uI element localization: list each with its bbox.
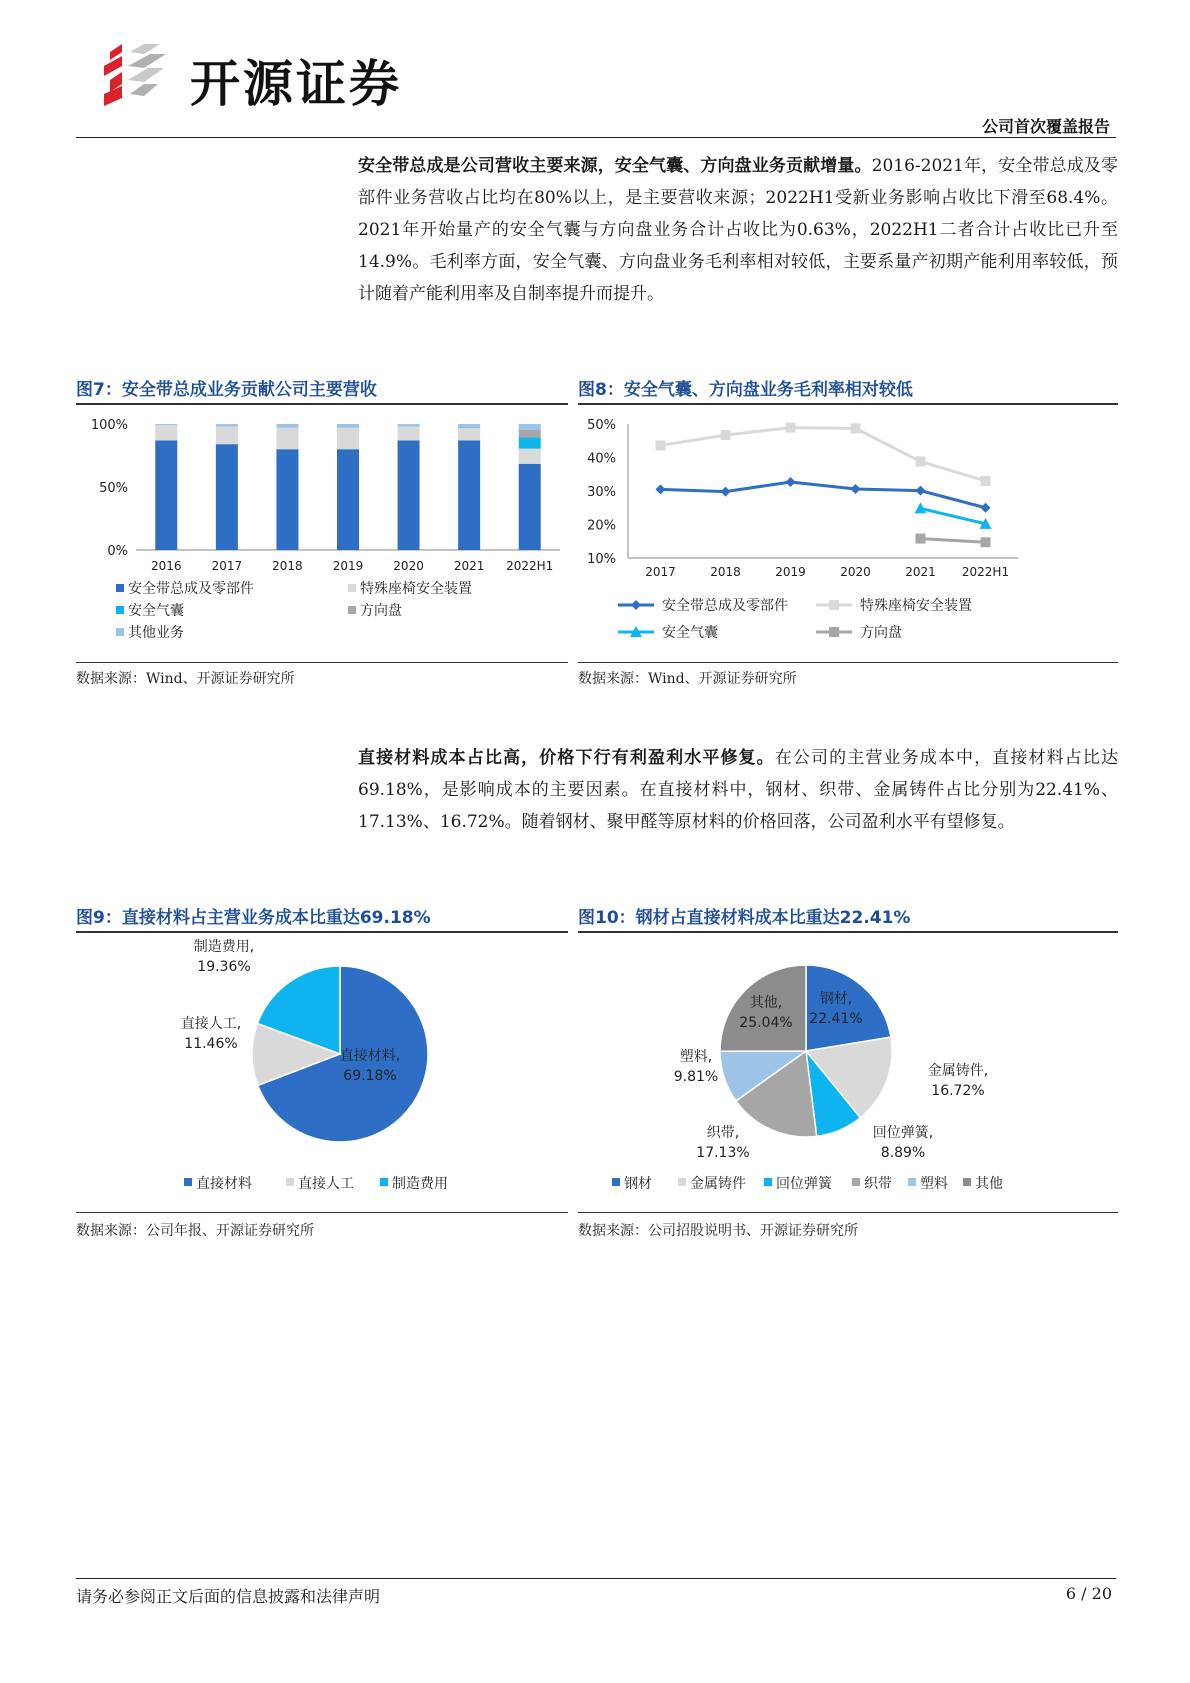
report-type: 公司首次覆盖报告	[981, 117, 1110, 136]
fig10-source: 数据来源：公司招股说明书、开源证券研究所	[578, 1223, 858, 1239]
y-tick-label: 10%	[587, 552, 616, 567]
data-point	[981, 503, 991, 513]
slice-value: 69.18%	[343, 1068, 397, 1084]
slice-label: 金属铸件,	[927, 1063, 989, 1079]
bar-segment	[216, 424, 238, 427]
legend-swatch	[963, 1178, 971, 1186]
x-tick-label: 2018	[710, 565, 741, 579]
bar-segment	[276, 424, 298, 428]
slice-label: 回位弹簧,	[872, 1125, 934, 1141]
legend-label: 直接材料	[196, 1176, 252, 1192]
fig9-top-rule	[76, 931, 568, 933]
legend-swatch	[116, 628, 124, 636]
data-point	[916, 486, 926, 496]
slice-value: 17.13%	[696, 1145, 750, 1161]
slice-value: 9.81%	[673, 1069, 719, 1085]
legend-label: 特殊座椅安全装置	[360, 581, 472, 597]
fig9-title: 图9：直接材料占主营业务成本比重达69.18%	[76, 908, 431, 928]
legend-swatch	[612, 1178, 620, 1186]
data-point	[851, 484, 861, 494]
footer-disclaimer: 请务必参阅正文后面的信息披露和法律声明	[76, 1587, 381, 1606]
y-tick-label: 40%	[587, 451, 616, 467]
slice-value: 19.36%	[197, 959, 251, 975]
slice-label: 制造费用,	[193, 939, 255, 955]
pie-slice	[806, 965, 891, 1051]
fig7-source: 数据来源：Wind、开源证券研究所	[76, 671, 295, 687]
data-point	[851, 423, 861, 433]
series-line	[661, 482, 986, 508]
legend-label: 安全气囊	[662, 625, 718, 641]
series-line	[661, 428, 986, 481]
page-number: 6 / 20	[1065, 1584, 1112, 1603]
footer-rule	[76, 1578, 1116, 1579]
x-tick-label: 2022H1	[506, 559, 554, 573]
brand-name: 开源证券	[190, 55, 402, 113]
x-tick-label: 2020	[393, 559, 424, 573]
legend-label: 回位弹簧	[776, 1176, 832, 1192]
slice-value: 16.72%	[931, 1083, 985, 1099]
legend-label: 塑料	[920, 1176, 948, 1192]
bar-segment	[155, 440, 177, 550]
slice-value: 25.04%	[739, 1015, 793, 1031]
data-point	[916, 534, 926, 544]
legend-swatch	[764, 1178, 772, 1186]
legend-label: 直接人工	[298, 1176, 354, 1192]
y-tick-label: 50%	[99, 481, 128, 496]
legend-swatch	[348, 606, 356, 614]
data-point	[656, 440, 666, 450]
section2-paragraph	[358, 742, 1118, 838]
legend-swatch	[678, 1178, 686, 1186]
bar-segment	[216, 427, 238, 445]
bar-segment	[276, 449, 298, 550]
legend-label: 方向盘	[860, 625, 902, 641]
fig10-bottom-rule	[578, 1212, 1118, 1213]
legend-swatch	[116, 584, 124, 592]
data-point	[721, 487, 731, 497]
x-tick-label: 2021	[905, 565, 936, 579]
slice-label: 其他,	[749, 995, 783, 1011]
legend-swatch	[908, 1178, 916, 1186]
legend-label: 安全带总成及零部件	[662, 598, 788, 614]
fig7-title: 图7：安全带总成业务贡献公司主要营收	[76, 380, 377, 400]
series-line	[921, 539, 986, 543]
bar-segment	[276, 428, 298, 449]
data-point	[786, 423, 796, 433]
series-line	[921, 508, 986, 523]
bar-segment	[519, 437, 541, 448]
bar-segment	[519, 449, 541, 464]
legend-label: 钢材	[624, 1176, 652, 1192]
section2-lead: 直接材料成本占比高，价格下行有利盈利水平修复。	[358, 748, 775, 768]
fig8-source: 数据来源：Wind、开源证券研究所	[578, 671, 797, 687]
x-tick-label: 2022H1	[961, 565, 1010, 579]
legend-swatch	[184, 1178, 192, 1186]
legend-marker	[829, 600, 839, 610]
bar-segment	[398, 424, 420, 427]
bar-segment	[458, 428, 480, 441]
bar-segment	[519, 424, 541, 430]
x-tick-label: 2020	[840, 565, 871, 579]
bar-segment	[337, 449, 359, 550]
legend-label: 其他	[975, 1176, 1003, 1192]
legend-label: 特殊座椅安全装置	[860, 598, 972, 614]
fig7-bottom-rule	[76, 662, 568, 663]
legend-label: 金属铸件	[690, 1176, 746, 1192]
fig10-chart	[578, 935, 1118, 1210]
bar-segment	[519, 464, 541, 550]
fig8-title: 图8：安全气囊、方向盘业务毛利率相对较低	[578, 380, 913, 400]
bar-segment	[458, 424, 480, 427]
y-tick-label: 20%	[587, 518, 616, 534]
legend-swatch	[116, 606, 124, 614]
y-tick-label: 0%	[107, 544, 128, 559]
slice-label: 直接人工,	[180, 1016, 242, 1032]
legend-marker	[631, 600, 641, 610]
x-tick-label: 2021	[453, 559, 485, 573]
x-tick-label: 2018	[272, 559, 303, 573]
bar-segment	[398, 427, 420, 441]
bar-segment	[216, 444, 238, 550]
fig9-bottom-rule	[76, 1212, 568, 1213]
data-point	[916, 457, 926, 467]
y-tick-label: 30%	[587, 485, 616, 500]
data-point	[981, 537, 991, 547]
section1-lead: 安全带总成是公司营收主要来源，安全气囊、方向盘业务贡献增量。	[358, 156, 872, 176]
x-tick-label: 2017	[211, 559, 243, 573]
x-tick-label: 2019	[775, 565, 806, 579]
slice-label: 塑料,	[679, 1049, 713, 1065]
slice-label: 织带,	[706, 1125, 740, 1141]
legend-label: 织带	[864, 1176, 892, 1192]
y-tick-label: 50%	[587, 418, 616, 433]
legend-swatch	[380, 1178, 388, 1186]
data-point	[786, 477, 796, 487]
fig10-title: 图10：钢材占直接材料成本比重达22.41%	[578, 908, 911, 928]
slice-value: 11.46%	[184, 1036, 238, 1052]
legend-label: 安全带总成及零部件	[128, 581, 254, 597]
section2-body: 在公司的主营业务成本中，直接材料占比达69.18%，是影响成本的主要因素。在直接材料中，钢材、织带、金属铸件占比分别为22.41%、17.13%、16.72%。随着钢材、聚甲醛等原材料的价格回落，公司盈利水平有望修复。	[358, 748, 1119, 832]
bar-segment	[519, 430, 541, 437]
legend-label: 其他业务	[128, 625, 184, 641]
section1-body: 2016-2021年，安全带总成及零部件业务营收占比均在80%以上，是主要营收来源；2022H1受新业务影响占收比下滑至68.4%。2021年开始量产的安全气囊与方向盘业务合计占收比为0.63%，2022H1二者合计占收比已升至14.9%。毛利率方面，安全气囊、方向盘业务毛利率相对较低，主要系量产初期产能利用率较低，预计随着产能利用率及自制率提升而提升。	[358, 156, 1119, 304]
x-tick-label: 2016	[151, 559, 182, 573]
data-point	[721, 430, 731, 440]
data-point	[656, 484, 666, 494]
legend-swatch	[348, 584, 356, 592]
fig10-top-rule	[578, 931, 1118, 933]
x-tick-label: 2019	[332, 559, 364, 573]
fig7-top-rule	[76, 403, 568, 405]
legend-marker	[829, 627, 839, 637]
bar-segment	[337, 424, 359, 428]
slice-value: 22.41%	[809, 1011, 863, 1027]
fig8-chart	[578, 410, 1118, 660]
slice-label: 钢材,	[819, 991, 853, 1007]
legend-swatch	[286, 1178, 294, 1186]
legend-label: 制造费用	[392, 1176, 448, 1192]
header-rule	[76, 137, 1116, 138]
fig8-top-rule	[578, 403, 1118, 405]
y-tick-label: 100%	[90, 418, 128, 433]
fig7-chart	[76, 410, 568, 660]
fig8-bottom-rule	[578, 662, 1118, 663]
bar-segment	[398, 440, 420, 550]
legend-label: 方向盘	[360, 603, 402, 619]
legend-swatch	[852, 1178, 860, 1186]
fig9-source: 数据来源：公司年报、开源证券研究所	[76, 1223, 314, 1239]
x-tick-label: 2017	[645, 565, 676, 579]
slice-label: 直接材料,	[339, 1048, 401, 1064]
data-point	[981, 476, 991, 486]
bar-segment	[155, 424, 177, 425]
bar-segment	[155, 425, 177, 440]
fig9-chart	[76, 935, 568, 1210]
slice-value: 8.89%	[880, 1145, 926, 1161]
bar-segment	[337, 428, 359, 449]
section1-paragraph	[358, 150, 1118, 310]
legend-label: 安全气囊	[128, 603, 184, 619]
company-logo-icon	[100, 44, 180, 108]
bar-segment	[458, 440, 480, 550]
